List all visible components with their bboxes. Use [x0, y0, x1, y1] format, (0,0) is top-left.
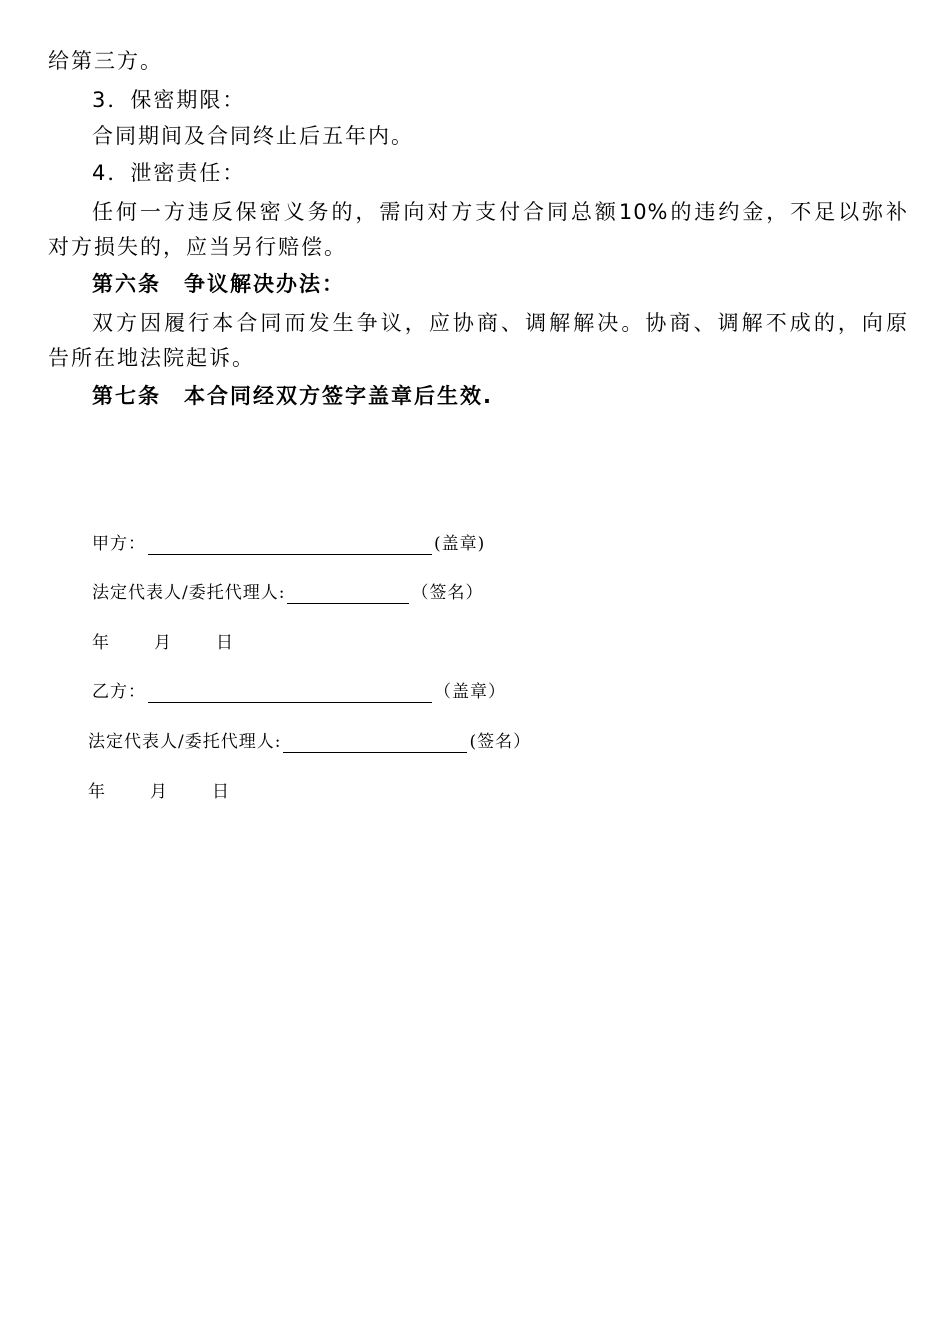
party-a-row [92, 533, 485, 555]
rep-b-suffix: (签名） [469, 732, 532, 752]
rep-b-row [88, 731, 531, 753]
party-b-blank[interactable] [148, 684, 432, 703]
article-6-text-line1: 双方因履行本合同而发生争议，应协商、调解解决。协商、调解不成的，向原 [92, 311, 908, 335]
party-b-label: 乙方： [92, 682, 146, 702]
rep-a-suffix: （签名） [411, 583, 484, 603]
clause-4-text-line1: 任何一方违反保密义务的，需向对方支付合同总额10%的违约金，不足以弥补 [92, 200, 908, 224]
clause-4-heading: 4．泄密责任： [92, 161, 246, 185]
party-b-row [92, 681, 506, 703]
date-a-month: 月 [154, 633, 172, 653]
date-b-year: 年 [88, 782, 106, 802]
clause-4-text-line2: 对方损失的，应当另行赔偿。 [48, 235, 347, 259]
date-b-month: 月 [150, 782, 168, 802]
rep-a-row [92, 582, 483, 604]
article-6-text-line2: 告所在地法院起诉。 [48, 346, 255, 370]
date-b-day: 日 [212, 782, 230, 802]
clause-3-text: 合同期间及合同终止后五年内。 [92, 124, 414, 148]
party-b-suffix: （盖章） [434, 682, 506, 702]
party-a-suffix: (盖章) [434, 534, 486, 554]
date-a-year: 年 [92, 633, 110, 653]
paragraph-continuation: 给第三方。 [48, 49, 163, 73]
rep-a-label: 法定代表人/委托代理人: [92, 583, 286, 603]
rep-b-label: 法定代表人/委托代理人: [88, 732, 282, 752]
date-b-row [88, 781, 230, 803]
article-6-title: 第六条 争议解决办法： [92, 272, 345, 296]
party-a-blank[interactable] [148, 536, 432, 555]
rep-a-blank[interactable] [287, 585, 409, 604]
party-a-label: 甲方： [92, 534, 146, 554]
date-a-day: 日 [216, 633, 234, 653]
article-7-text: 第七条 本合同经双方签字盖章后生效. [92, 384, 493, 408]
rep-b-blank[interactable] [283, 734, 467, 753]
clause-3-heading: 3．保密期限： [92, 88, 246, 112]
date-a-row [92, 632, 234, 654]
